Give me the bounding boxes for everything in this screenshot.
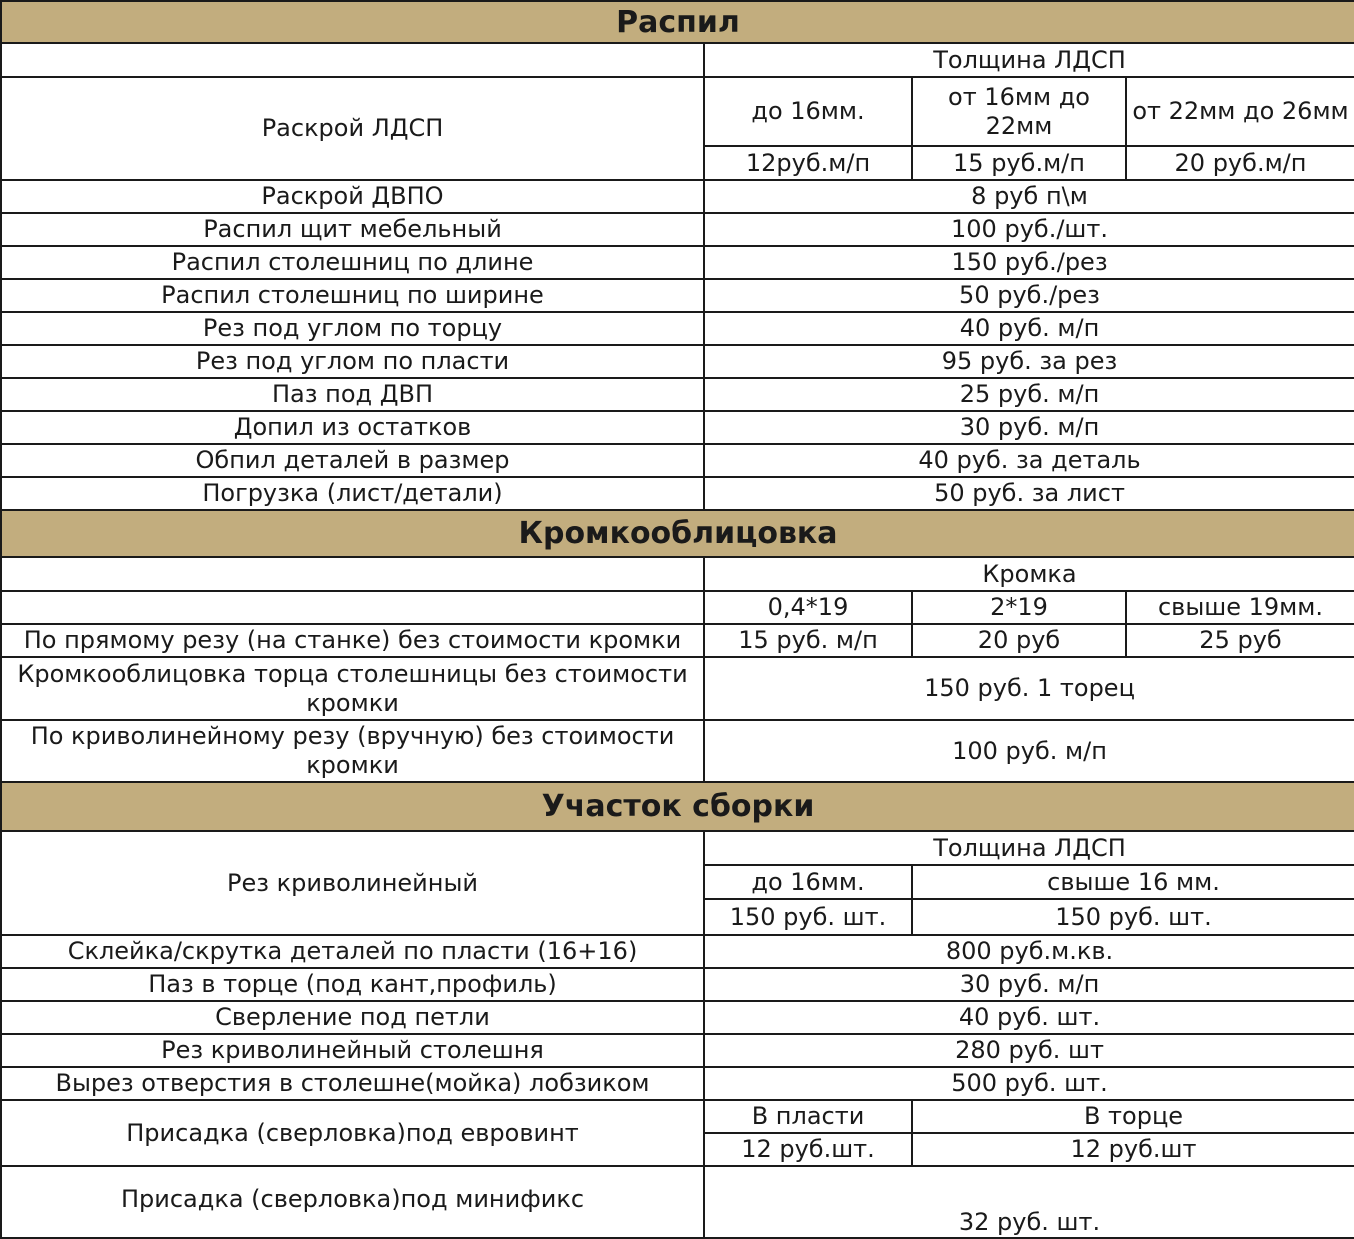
edge-col-header: свыше 19мм. (1126, 591, 1354, 624)
table-row (1, 77, 1354, 146)
table-row (1, 378, 1354, 411)
section-header-row (1, 1, 1354, 43)
service-price: 100 руб. м/п (704, 720, 1354, 782)
edge-price: 25 руб (1126, 624, 1354, 657)
eurovint-price: 12 руб.шт. (704, 1133, 912, 1166)
table-row (1, 720, 1354, 782)
ldsp-col-header: от 16мм до 22мм (912, 77, 1126, 146)
service-price: 500 руб. шт. (704, 1067, 1354, 1100)
ldsp-cut-label: Раскрой ЛДСП (1, 77, 704, 180)
service-name: Сверление под петли (1, 1001, 704, 1034)
table-row (1, 1001, 1354, 1034)
section-title-edge: Кромкооблицовка (1, 510, 1354, 557)
table-row (1, 411, 1354, 444)
service-name: Раскрой ДВПО (1, 180, 704, 213)
table-row (1, 935, 1354, 968)
service-name: Рез под углом по торцу (1, 312, 704, 345)
ldsp-price: 20 руб.м/п (1126, 146, 1354, 180)
curve-price: 150 руб. шт. (912, 899, 1354, 935)
service-price: 150 руб./рез (704, 246, 1354, 279)
table-row (1, 1100, 1354, 1133)
service-price: 25 руб. м/п (704, 378, 1354, 411)
table-row (1, 624, 1354, 657)
service-price: 40 руб. м/п (704, 312, 1354, 345)
service-name: Распил столешниц по длине (1, 246, 704, 279)
service-name: Распил столешниц по ширине (1, 279, 704, 312)
service-name: Склейка/скрутка деталей по пласти (16+16) (1, 935, 704, 968)
eurovint-col-header: В торце (912, 1100, 1354, 1133)
service-price: 30 руб. м/п (704, 411, 1354, 444)
service-price: 100 руб./шт. (704, 213, 1354, 246)
service-price: 50 руб. за лист (704, 477, 1354, 510)
service-price: 280 руб. шт (704, 1034, 1354, 1067)
eurovint-col-header: В пласти (704, 1100, 912, 1133)
empty-cell (1, 43, 704, 77)
thickness-header: Толщина ЛДСП (704, 831, 1354, 865)
service-price: 95 руб. за рез (704, 345, 1354, 378)
ldsp-col-header: от 22мм до 26мм (1126, 77, 1354, 146)
service-name: Обпил деталей в размер (1, 444, 704, 477)
table-row (1, 345, 1354, 378)
table-row (1, 312, 1354, 345)
service-price: 800 руб.м.кв. (704, 935, 1354, 968)
minifix-label: Присадка (сверловка)под минификс (1, 1166, 704, 1238)
curve-price: 150 руб. шт. (704, 899, 912, 935)
table-row (1, 557, 1354, 591)
service-price: 50 руб./рез (704, 279, 1354, 312)
minifix-price: 32 руб. шт. (704, 1166, 1354, 1238)
section-header-row (1, 782, 1354, 831)
edge-price: 15 руб. м/п (704, 624, 912, 657)
curve-cut-label: Рез криволинейный (1, 831, 704, 935)
table-row (1, 279, 1354, 312)
table-row (1, 444, 1354, 477)
edge-col-header: 0,4*19 (704, 591, 912, 624)
service-name: Паз под ДВП (1, 378, 704, 411)
service-name: Кромкооблицовка торца столешницы без стоимости кромки (1, 657, 704, 720)
table-row (1, 180, 1354, 213)
edge-col-header: 2*19 (912, 591, 1126, 624)
service-name: Погрузка (лист/детали) (1, 477, 704, 510)
edge-header: Кромка (704, 557, 1354, 591)
empty-cell (1, 591, 704, 624)
eurovint-price: 12 руб.шт (912, 1133, 1354, 1166)
edge-price: 20 руб (912, 624, 1126, 657)
service-name: Паз в торце (под кант,профиль) (1, 968, 704, 1001)
service-name: Распил щит мебельный (1, 213, 704, 246)
curve-col-header: свыше 16 мм. (912, 865, 1354, 899)
service-price: 8 руб п\м (704, 180, 1354, 213)
empty-cell (1, 557, 704, 591)
table-row (1, 213, 1354, 246)
table-row (1, 43, 1354, 77)
table-row (1, 657, 1354, 720)
ldsp-price: 15 руб.м/п (912, 146, 1126, 180)
eurovint-label: Присадка (сверловка)под евровинт (1, 1100, 704, 1166)
ldsp-col-header: до 16мм. (704, 77, 912, 146)
curve-col-header: до 16мм. (704, 865, 912, 899)
service-price: 40 руб. за деталь (704, 444, 1354, 477)
service-name: Допил из остатков (1, 411, 704, 444)
table-row (1, 477, 1354, 510)
section-title-cut: Распил (1, 1, 1354, 43)
service-name: Вырез отверстия в столешне(мойка) лобзиком (1, 1067, 704, 1100)
service-name: Рез под углом по пласти (1, 345, 704, 378)
service-name: По прямому резу (на станке) без стоимости кромки (1, 624, 704, 657)
table-row (1, 1166, 1354, 1238)
ldsp-price: 12руб.м/п (704, 146, 912, 180)
section-title-assembly: Участок сборки (1, 782, 1354, 831)
table-row (1, 968, 1354, 1001)
service-price: 30 руб. м/п (704, 968, 1354, 1001)
table-row (1, 1034, 1354, 1067)
table-row (1, 1067, 1354, 1100)
table-row (1, 591, 1354, 624)
service-name: Рез криволинейный столешня (1, 1034, 704, 1067)
thickness-header: Толщина ЛДСП (704, 43, 1354, 77)
service-price: 150 руб. 1 торец (704, 657, 1354, 720)
table-row (1, 246, 1354, 279)
service-name: По криволинейному резу (вручную) без стоимости кромки (1, 720, 704, 782)
section-header-row (1, 510, 1354, 557)
service-price: 40 руб. шт. (704, 1001, 1354, 1034)
table-row (1, 831, 1354, 865)
